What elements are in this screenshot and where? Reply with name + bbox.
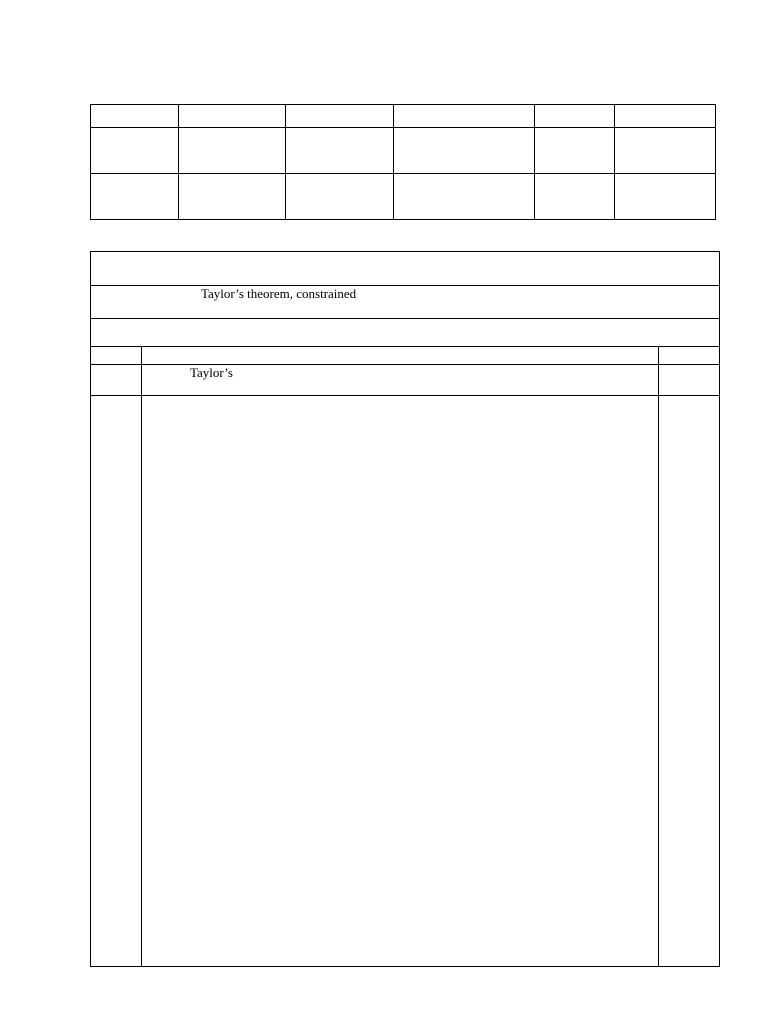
header-table-cell — [615, 128, 716, 174]
content-body-cell — [142, 396, 659, 967]
column-header-cell — [659, 347, 720, 365]
item-row — [91, 365, 720, 396]
content-number-cell — [91, 396, 142, 967]
header-table-cell — [535, 174, 615, 220]
header-table-cell — [535, 128, 615, 174]
content-row — [91, 396, 720, 967]
header-table-cell — [91, 174, 179, 220]
section-title-cell — [91, 286, 720, 319]
header-cell — [91, 105, 179, 128]
column-header-cell — [142, 347, 659, 365]
section-title-row — [91, 286, 720, 319]
header-cell — [286, 105, 394, 128]
header-cell — [535, 105, 615, 128]
header-table-cell — [179, 128, 286, 174]
header-table-row — [91, 128, 716, 174]
header-table-cell — [286, 128, 394, 174]
main-table-blank-cell — [91, 252, 720, 286]
item-text-cell — [142, 365, 659, 396]
column-header-cell — [91, 347, 142, 365]
item-number-cell — [91, 365, 142, 396]
header-table-cell — [394, 174, 535, 220]
header-table-cell — [286, 174, 394, 220]
header-table-cell — [394, 128, 535, 174]
item-text: Taylor’s — [190, 365, 233, 380]
header-cell — [615, 105, 716, 128]
header-table-head-row — [91, 105, 716, 128]
main-table-blank-row — [91, 252, 720, 286]
column-header-row — [91, 347, 720, 365]
section-title: Taylor’s theorem, constrained — [201, 286, 357, 301]
header-table-cell — [179, 174, 286, 220]
item-mark-cell — [659, 365, 720, 396]
main-table — [90, 251, 720, 967]
header-table — [90, 104, 716, 220]
header-table-cell — [615, 174, 716, 220]
header-cell — [394, 105, 535, 128]
header-table-cell — [91, 128, 179, 174]
content-mark-cell — [659, 396, 720, 967]
main-table-blank-row — [91, 319, 720, 347]
header-cell — [179, 105, 286, 128]
header-table-row — [91, 174, 716, 220]
main-table-blank-cell — [91, 319, 720, 347]
